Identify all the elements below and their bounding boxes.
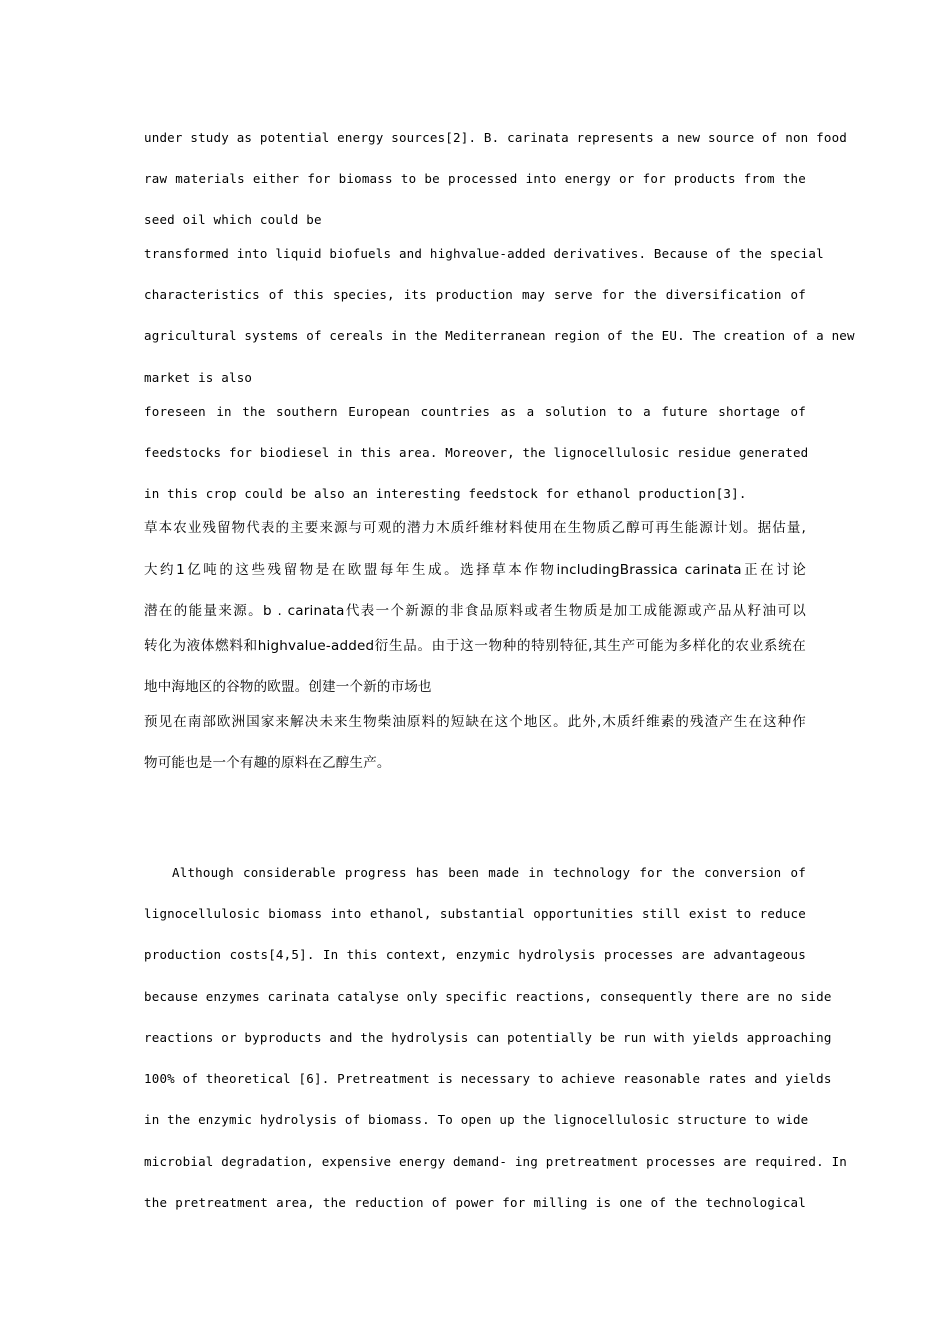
chinese-text-line: 潜在的能量来源。b . carinata代表一个新源的非食品原料或者生物质是加工成能源或产品从籽油可以: [144, 603, 806, 619]
text-line: market is also: [144, 370, 253, 385]
chinese-text-line: 物可能也是一个有趣的原料在乙醇生产。: [144, 755, 391, 771]
text-line: raw materials either for biomass to be processed into energy or for products from the: [144, 171, 806, 186]
chinese-text-line: 预见在南部欧洲国家来解决未来生物柴油原料的短缺在这个地区。此外,木质纤维素的残渣产生在这种作: [144, 714, 806, 730]
text-line: foreseen in the southern European countries as a solution to a future shortage of: [144, 404, 806, 419]
chinese-text-line: 地中海地区的谷物的欧盟。创建一个新的市场也: [144, 679, 432, 695]
chinese-text-line: 大约1亿吨的这些残留物是在欧盟每年生成。选择草本作物includingBrassica carinata正在讨论: [144, 562, 806, 578]
text-line: microbial degradation, expensive energy demand- ing pretreatment processes are required. In: [144, 1154, 848, 1169]
text-line: the pretreatment area, the reduction of power for milling is one of the technological: [144, 1195, 806, 1210]
chinese-text-line: 草本农业残留物代表的主要来源与可观的潜力木质纤维材料使用在生物质乙醇可再生能源计划。据估量,: [144, 520, 806, 536]
text-line: in the enzymic hydrolysis of biomass. To open up the lignocellulosic structure to wide: [144, 1112, 809, 1127]
text-line: Although considerable progress has been made in technology for the conversion of: [172, 865, 806, 880]
text-line: characteristics of this species, its production may serve for the diversification of: [144, 287, 806, 302]
chinese-text-line: 转化为液体燃料和highvalue-added衍生品。由于这一物种的特别特征,其生产可能为多样化的农业系统在: [144, 638, 806, 654]
text-line: feedstocks for biodiesel in this area. Moreover, the lignocellulosic residue generated: [144, 445, 809, 460]
text-line: 100% of theoretical [6]. Pretreatment is necessary to achieve reasonable rates and yields: [144, 1071, 832, 1086]
text-line: lignocellulosic biomass into ethanol, substantial opportunities still exist to reduce: [144, 906, 806, 921]
text-line: transformed into liquid biofuels and highvalue-added derivatives. Because of the special: [144, 246, 824, 261]
text-line: seed oil which could be: [144, 212, 322, 227]
text-line: agricultural systems of cereals in the Mediterranean region of the EU. The creation of a new: [144, 328, 855, 343]
text-line: production costs[4,5]. In this context, enzymic hydrolysis processes are advantageous: [144, 947, 806, 962]
text-line: in this crop could be also an interesting feedstock for ethanol production[3].: [144, 486, 747, 501]
text-line: under study as potential energy sources[2]. B. carinata represents a new source of non food: [144, 130, 848, 145]
text-line: because enzymes carinata catalyse only specific reactions, consequently there are no side: [144, 989, 832, 1004]
text-line: reactions or byproducts and the hydrolysis can potentially be run with yields approaching: [144, 1030, 832, 1045]
